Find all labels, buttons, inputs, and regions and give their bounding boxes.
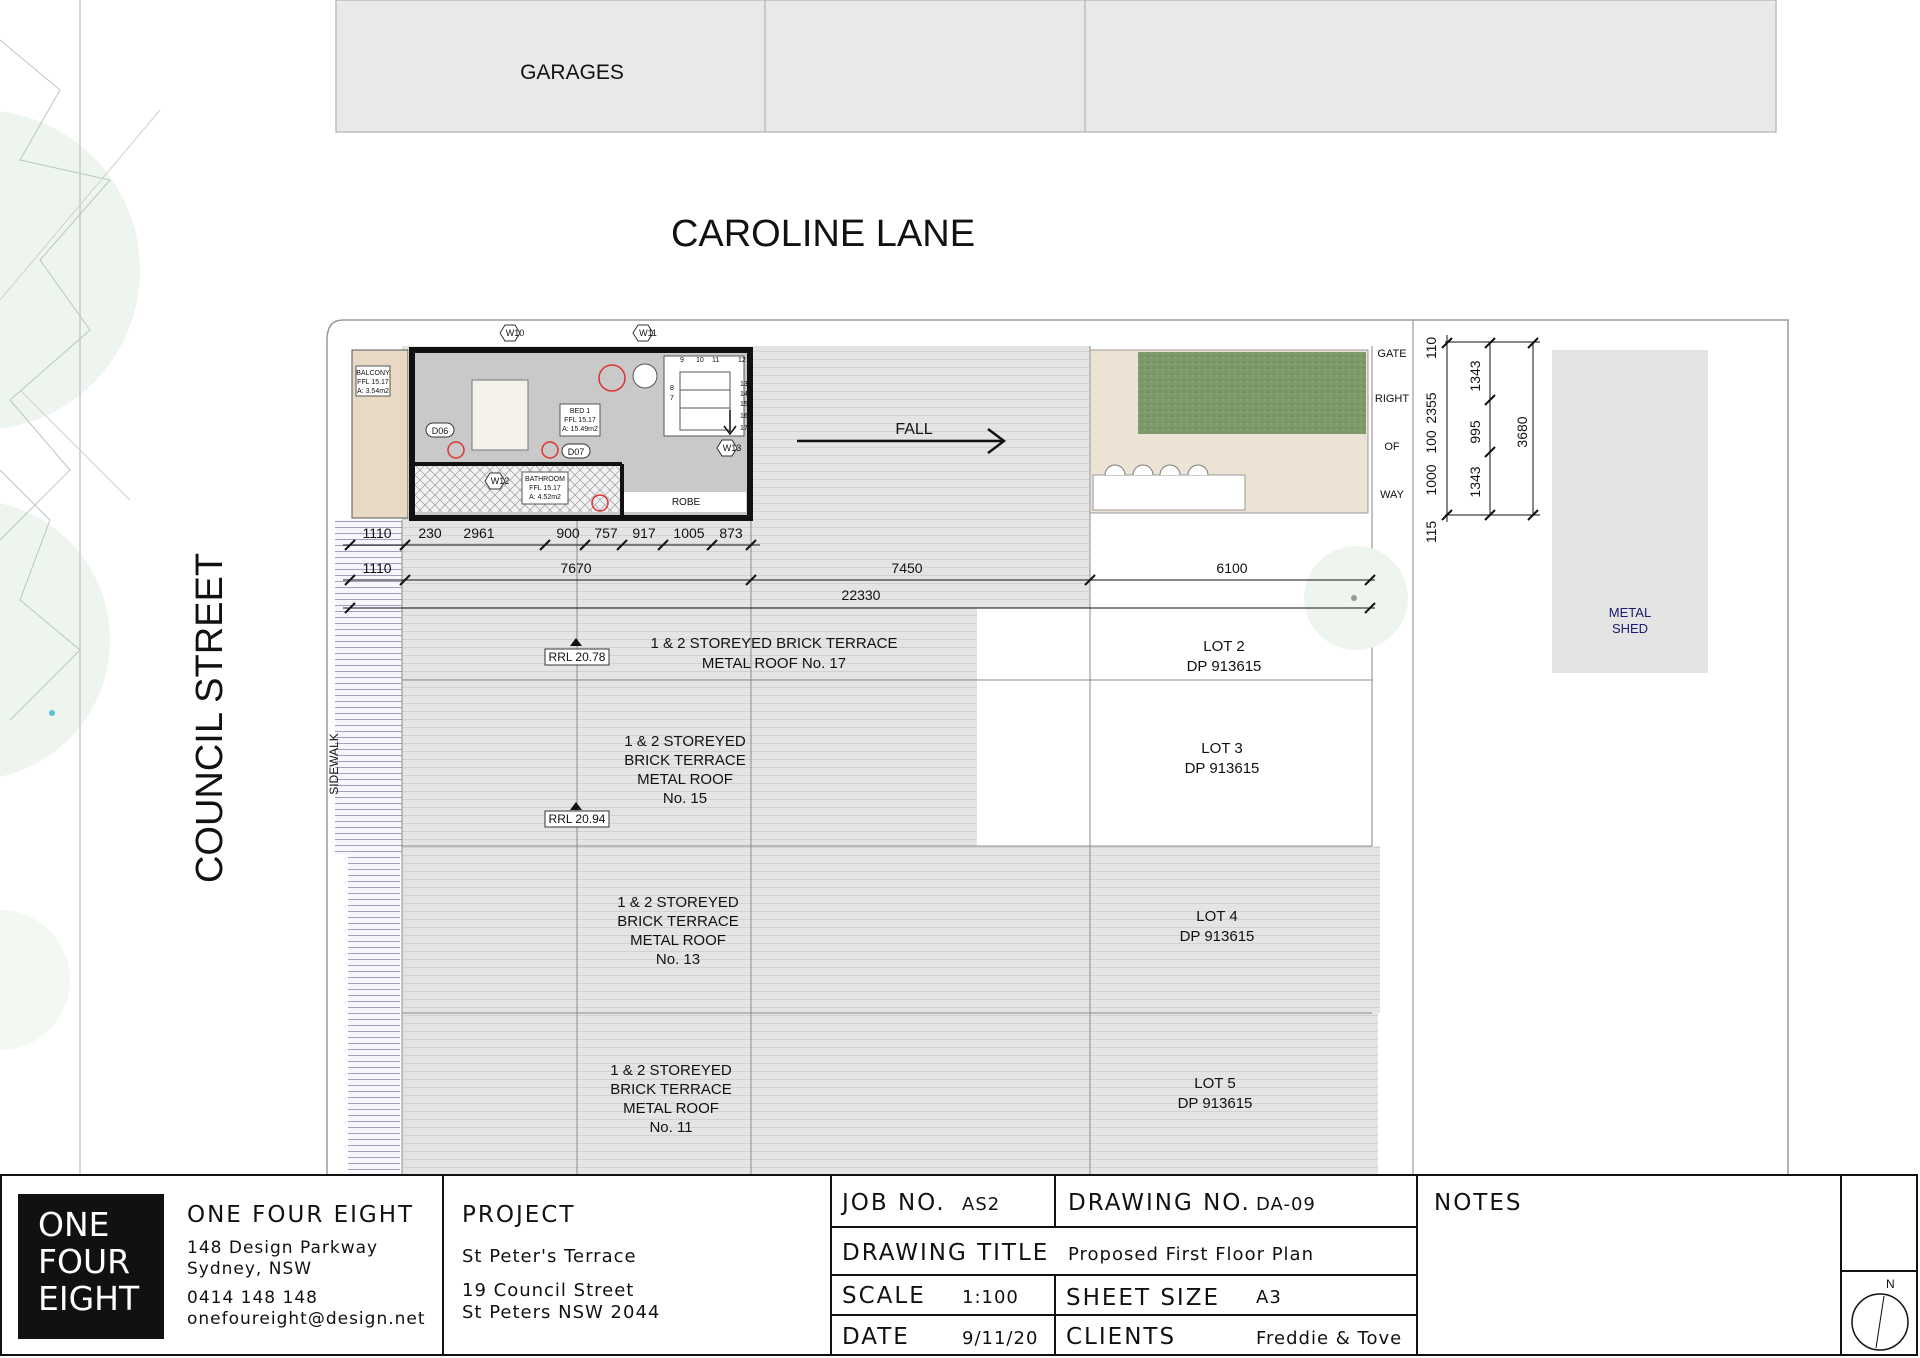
- sheet-size-label: SHEET SIZE: [1066, 1285, 1220, 1311]
- dim-230: 230: [418, 525, 442, 541]
- svg-text:1 & 2 STOREYED: 1 & 2 STOREYED: [617, 894, 739, 911]
- room-label: FFL 15.17: [357, 379, 389, 386]
- svg-text:DP 913615: DP 913615: [1186, 658, 1262, 675]
- sheet-size-value: A3: [1256, 1287, 1282, 1308]
- stair-number: 7: [670, 395, 674, 402]
- stair-number: 16: [740, 413, 748, 420]
- firm-phone: 0414 148 148: [187, 1288, 318, 1308]
- dim-100: 100: [1423, 430, 1439, 454]
- dim-110: 110: [1423, 336, 1439, 360]
- svg-text:LOT 5: LOT 5: [1194, 1075, 1236, 1092]
- tag-w12: W12: [490, 476, 510, 486]
- date-cell: [832, 1316, 1056, 1354]
- stair-number: 17: [740, 425, 748, 432]
- svg-text:1 & 2 STOREYED BRICK TERRACE: 1 & 2 STOREYED BRICK TERRACE: [650, 635, 898, 652]
- drawing-title-value: Proposed First Floor Plan: [1068, 1244, 1314, 1265]
- svg-text:LOT 2: LOT 2: [1203, 638, 1245, 655]
- svg-text:DP 913615: DP 913615: [1177, 1095, 1253, 1112]
- stair-number: 13: [740, 381, 748, 388]
- scale-cell: [832, 1276, 1056, 1316]
- courtyard: [1090, 350, 1408, 650]
- garages: [336, 0, 1776, 132]
- project-address-1: 19 Council Street: [462, 1280, 635, 1301]
- stair-number: 12: [738, 357, 746, 364]
- dim-1343a: 1343: [1467, 360, 1483, 392]
- svg-text:BRICK TERRACE: BRICK TERRACE: [624, 752, 746, 769]
- dim-1343b: 1343: [1467, 466, 1483, 498]
- clients-value: Freddie & Tove: [1256, 1328, 1403, 1349]
- job-no-cell: [832, 1176, 1056, 1228]
- svg-text:No. 13: No. 13: [655, 951, 701, 968]
- drawing-no-cell: [1056, 1176, 1418, 1228]
- clients-cell: [1056, 1316, 1418, 1354]
- svg-text:METAL: METAL: [1608, 605, 1652, 620]
- tag-w13: W13: [722, 443, 742, 453]
- svg-text:LOT 4: LOT 4: [1196, 908, 1238, 925]
- dim-1000: 1000: [1423, 464, 1439, 496]
- dim-995: 995: [1467, 420, 1483, 444]
- drawing-title-cell: [832, 1228, 1418, 1276]
- svg-text:No. 11: No. 11: [649, 1119, 693, 1136]
- job-no-value: AS2: [962, 1194, 1001, 1215]
- svg-text:GATE: GATE: [1377, 348, 1407, 360]
- tag-w11: W11: [639, 328, 657, 338]
- dim-1005: 1005: [673, 525, 705, 541]
- dim-917: 917: [632, 525, 656, 541]
- project-section: [444, 1176, 832, 1354]
- north-cell: [1842, 1176, 1918, 1354]
- dim-2355: 2355: [1423, 392, 1439, 424]
- firm-address-1: 148 Design Parkway: [187, 1238, 379, 1258]
- sheet-size-cell: [1056, 1276, 1418, 1316]
- svg-text:OF: OF: [1384, 441, 1400, 453]
- street-lane-label: CAROLINE LANE: [670, 213, 976, 255]
- north-arrow-icon: [1845, 1274, 1915, 1352]
- svg-text:METAL ROOF No. 17: METAL ROOF No. 17: [701, 655, 847, 672]
- svg-text:SHED: SHED: [1611, 621, 1649, 636]
- dim-7450: 7450: [891, 560, 923, 576]
- drawing-title-label: DRAWING TITLE: [842, 1240, 1050, 1266]
- street-main-label: COUNCIL STREET: [189, 552, 231, 884]
- notes-label: NOTES: [1434, 1190, 1523, 1216]
- firm-email: onefoureight@design.net: [187, 1309, 426, 1329]
- stair-number: 9: [680, 357, 684, 364]
- room-label: A: 15.49m2: [562, 426, 598, 433]
- room-label: ROBE: [671, 497, 701, 508]
- drawing-no-value: DA-09: [1256, 1194, 1316, 1215]
- dim-2961: 2961: [463, 525, 495, 541]
- job-no-label: JOB NO.: [842, 1190, 946, 1216]
- room-label: BATHROOM: [525, 476, 565, 483]
- project-name: St Peter's Terrace: [462, 1246, 637, 1267]
- notes-cell: [1418, 1176, 1842, 1354]
- scale-label: SCALE: [842, 1283, 926, 1309]
- fall-label: FALL: [895, 421, 933, 438]
- svg-text:1 & 2 STOREYED: 1 & 2 STOREYED: [624, 733, 746, 750]
- dim-1110: 1110: [362, 525, 392, 541]
- svg-text:DP 913615: DP 913615: [1179, 928, 1255, 945]
- rrl-label: RRL 20.94: [548, 812, 606, 826]
- project-address-2: St Peters NSW 2044: [462, 1302, 661, 1323]
- project-label: PROJECT: [462, 1202, 576, 1228]
- date-value: 9/11/20: [962, 1328, 1039, 1349]
- clients-label: CLIENTS: [1066, 1324, 1177, 1350]
- scale-value: 1:100: [962, 1287, 1019, 1308]
- tag-d07: D07: [567, 447, 585, 457]
- first-floor: [352, 325, 750, 518]
- dim-3680: 3680: [1514, 416, 1530, 448]
- dim-1110b: 1110: [362, 560, 392, 576]
- drawing-no-label: DRAWING NO.: [1068, 1190, 1251, 1216]
- room-label: FFL 15.17: [529, 485, 561, 492]
- dim-757: 757: [594, 525, 618, 541]
- svg-text:RIGHT: RIGHT: [1374, 393, 1410, 405]
- dim-22330: 22330: [841, 587, 881, 603]
- room-label: BALCONY: [356, 370, 390, 377]
- stair-number: 14: [740, 391, 748, 398]
- tag-w10: W10: [505, 328, 525, 338]
- svg-text:DP 913615: DP 913615: [1184, 760, 1260, 777]
- north-label: N: [1886, 1277, 1895, 1291]
- svg-text:METAL ROOF: METAL ROOF: [630, 932, 726, 949]
- metal-shed: [1552, 350, 1708, 673]
- dim-115: 115: [1423, 520, 1439, 544]
- firm-logo: ONE FOUR EIGHT: [18, 1194, 164, 1339]
- dim-873: 873: [719, 525, 743, 541]
- title-block: [0, 1174, 1918, 1356]
- room-label: FFL 15.17: [564, 417, 596, 424]
- room-label: A: 4.52m2: [529, 494, 561, 501]
- right-of-way: [1375, 348, 1410, 501]
- room-label: BED 1: [569, 408, 591, 415]
- svg-text:WAY: WAY: [1380, 489, 1404, 501]
- room-label: A: 3.54m2: [357, 388, 389, 395]
- firm-address-2: Sydney, NSW: [187, 1259, 313, 1279]
- svg-text:BRICK TERRACE: BRICK TERRACE: [617, 913, 739, 930]
- svg-text:No. 15: No. 15: [662, 790, 708, 807]
- svg-text:METAL ROOF: METAL ROOF: [637, 771, 733, 788]
- stair-number: 10: [696, 357, 704, 364]
- svg-text:1 & 2 STOREYED: 1 & 2 STOREYED: [610, 1062, 732, 1079]
- dim-900: 900: [556, 525, 580, 541]
- tag-d06: D06: [431, 426, 449, 436]
- garages-label: GARAGES: [520, 61, 624, 84]
- stair-number: 8: [670, 385, 674, 392]
- firm-section: [2, 1176, 444, 1354]
- svg-text:METAL ROOF: METAL ROOF: [623, 1100, 719, 1117]
- date-label: DATE: [842, 1324, 910, 1350]
- firm-name: ONE FOUR EIGHT: [187, 1202, 415, 1228]
- svg-text:BRICK TERRACE: BRICK TERRACE: [610, 1081, 732, 1098]
- stair-number: 11: [712, 357, 720, 364]
- rrl-label: RRL 20.78: [548, 650, 606, 664]
- trees: [0, 0, 160, 1175]
- sidewalk-label: SIDEWALK: [327, 733, 341, 795]
- dim-7670: 7670: [560, 560, 592, 576]
- stair-number: 15: [740, 401, 748, 408]
- dim-6100: 6100: [1216, 560, 1248, 576]
- svg-text:LOT 3: LOT 3: [1201, 740, 1243, 757]
